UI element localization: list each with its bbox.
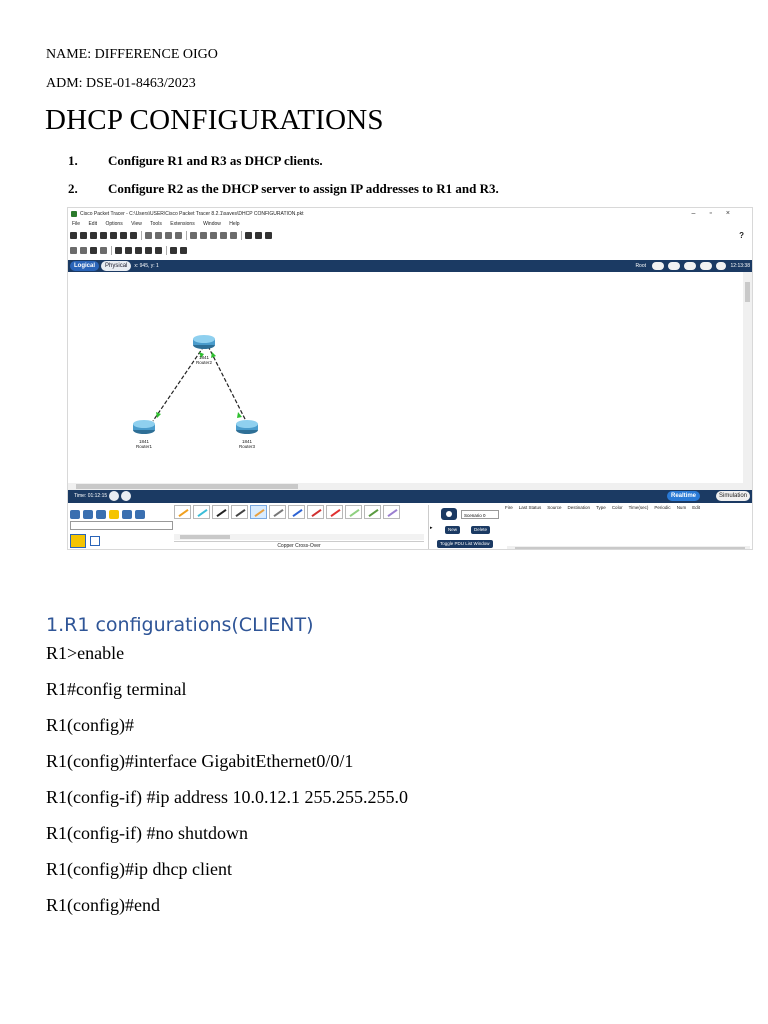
column-header: Num xyxy=(676,505,687,510)
rectangle-icon xyxy=(135,247,142,254)
simulation-mode: Simulation xyxy=(716,491,750,501)
drawing-palette-icon xyxy=(220,232,227,239)
topology-diagram xyxy=(68,272,744,483)
print-icon xyxy=(100,232,107,239)
main-toolbar xyxy=(70,230,750,242)
task-item xyxy=(68,181,499,197)
column-header: Time(sec) xyxy=(628,505,649,510)
phone-cable-icon xyxy=(288,505,305,519)
command-line: R1>enable xyxy=(46,643,125,663)
device-search-field xyxy=(70,521,173,530)
student-name: NAME: DIFFERENCE OIGO xyxy=(46,47,218,62)
undo-icon xyxy=(165,232,172,239)
task-text: Configure R1 and R3 as DHCP clients. xyxy=(108,153,323,168)
physical-tab: Physical xyxy=(101,261,131,271)
zoom-in-icon xyxy=(190,232,197,239)
pdu-icon xyxy=(255,232,262,239)
column-header: Destination xyxy=(567,505,591,510)
router-icon xyxy=(193,335,215,349)
router-name: Router2 xyxy=(195,360,212,365)
common-tools-bar xyxy=(70,245,750,257)
save-icon xyxy=(90,232,97,239)
router1-label xyxy=(132,439,156,449)
note-icon xyxy=(115,247,122,254)
command-line: R1#config terminal xyxy=(46,679,187,699)
redo-icon xyxy=(175,232,182,239)
scenario-panel xyxy=(428,505,505,550)
task-number: 1. xyxy=(68,153,78,168)
router-icon xyxy=(236,420,258,434)
menu-extensions: Extensions xyxy=(170,221,195,227)
octal-cable-icon xyxy=(364,505,381,519)
column-header: Fire xyxy=(505,505,513,510)
grid-icon xyxy=(90,536,100,546)
zoom-reset-icon xyxy=(200,232,207,239)
router3-label xyxy=(235,439,259,449)
ellipse-icon xyxy=(145,247,152,254)
admission-number: ADM: DSE-01-8463/2023 xyxy=(46,76,196,91)
move-object-icon xyxy=(684,262,696,270)
time-display: Time: 01:12:15 xyxy=(74,493,108,499)
cluster-icon xyxy=(668,262,680,270)
connections-selected-icon xyxy=(70,534,86,548)
auto-connection-icon xyxy=(174,505,191,519)
packet-tracer-screenshot xyxy=(67,207,753,550)
expand-arrow-icon: ▸ xyxy=(430,525,433,531)
cursor-coordinates: x: 945, y: 1 xyxy=(134,263,159,269)
document-title: DHCP CONFIGURATIONS xyxy=(45,104,384,136)
copy-icon xyxy=(145,232,152,239)
packet-tracer-icon xyxy=(71,211,77,217)
column-header: Last Status xyxy=(518,505,542,510)
toggle-pdu-list-button: Toggle PDU List Window xyxy=(437,540,493,548)
router-model: 1841 xyxy=(241,439,252,444)
task-item xyxy=(68,153,323,169)
inspect-icon xyxy=(80,247,87,254)
task-number: 2. xyxy=(68,181,78,196)
command-line: R1(config-if) #no shutdown xyxy=(46,823,248,843)
freeform-icon xyxy=(155,247,162,254)
paste-icon xyxy=(155,232,162,239)
new-file-icon xyxy=(70,232,77,239)
column-header: Edit xyxy=(692,505,700,510)
info-icon xyxy=(441,508,457,520)
command-line: R1(config-if) #ip address 10.0.12.1 255.255.255.0 xyxy=(46,787,408,807)
device-panel xyxy=(68,503,752,550)
viewport-toggle-icon xyxy=(716,262,726,270)
iot-custom-cable-icon xyxy=(383,505,400,519)
components-icon xyxy=(96,510,106,519)
logical-tab: Logical xyxy=(70,261,99,271)
cable-scrollbar xyxy=(174,534,424,540)
cross-over-cable-icon xyxy=(231,505,248,519)
serial-dce-icon xyxy=(326,505,343,519)
custom-devices-dialog-icon xyxy=(230,232,237,239)
router-model: 1841 xyxy=(138,439,149,444)
selected-cable-name: Copper Cross-Over xyxy=(174,541,424,550)
menu-file: File xyxy=(72,221,81,227)
scenario-select: Scenario 0 xyxy=(461,510,499,519)
router2-label xyxy=(194,355,214,365)
viewport-icon xyxy=(245,232,252,239)
serial-dte-icon xyxy=(345,505,362,519)
window-titlebar xyxy=(68,208,752,220)
custom-device-icon xyxy=(130,232,137,239)
root-label: Root xyxy=(635,263,646,269)
help-icon: ? xyxy=(739,231,744,240)
network-icon xyxy=(265,232,272,239)
command-line: R1(config)#ip dhcp client xyxy=(46,859,232,879)
delete-icon xyxy=(90,247,97,254)
command-line: R1(config)#end xyxy=(46,895,160,915)
command-line: R1(config)#interface GigabitEthernet0/0/1 xyxy=(46,751,354,771)
resize-icon xyxy=(100,247,107,254)
fiber-cable-icon xyxy=(269,505,286,519)
vertical-scrollbar xyxy=(743,272,752,483)
horizontal-scrollbar xyxy=(68,483,753,490)
menu-window: Window xyxy=(203,221,221,227)
multiuser-icon xyxy=(135,510,145,519)
straight-through-cable-icon xyxy=(212,505,229,519)
set-background-icon xyxy=(700,262,712,270)
pdu-list xyxy=(505,505,753,550)
task-text: Configure R2 as the DHCP server to assign IP addresses to R1 and R3. xyxy=(108,181,499,196)
router-name: Router3 xyxy=(238,444,255,449)
menu-view: View xyxy=(131,221,142,227)
add-simple-pdu-icon xyxy=(170,247,177,254)
delete-scenario-button: Delete xyxy=(471,526,490,534)
menu-edit: Edit xyxy=(88,221,98,227)
command-line: R1(config)# xyxy=(46,715,134,735)
menu-help: Help xyxy=(229,221,240,227)
column-header: Source xyxy=(547,505,562,510)
activity-wizard-icon xyxy=(110,232,117,239)
time-bar xyxy=(68,490,752,503)
open-file-icon xyxy=(80,232,87,239)
line-icon xyxy=(125,247,132,254)
router-model: 1841 xyxy=(198,355,209,360)
end-devices-icon xyxy=(83,510,93,519)
workspace-bar xyxy=(68,260,752,272)
zoom-out-icon xyxy=(210,232,217,239)
section-heading: 1.R1 configurations(CLIENT) xyxy=(46,614,314,636)
realtime-mode: Realtime xyxy=(667,491,700,501)
network-devices-icon xyxy=(70,510,80,519)
cable-types xyxy=(174,505,424,522)
menu-options: Options xyxy=(105,221,123,227)
power-cycle-icon xyxy=(109,491,119,501)
back-icon xyxy=(652,262,664,270)
new-scenario-button: New xyxy=(445,526,460,534)
column-header: Type xyxy=(596,505,606,510)
coaxial-cable-icon xyxy=(307,505,324,519)
window-controls: –▫× xyxy=(691,210,744,217)
menu-bar xyxy=(72,220,247,229)
add-complex-pdu-icon xyxy=(180,247,187,254)
logical-workspace xyxy=(68,272,744,483)
window-title: Cisco Packet Tracer - C:\Users\USER\Cisco Packet Tracer 8.2.1\saves\DHCP CONFIGURATION.pkt xyxy=(80,211,304,217)
router-icon xyxy=(133,420,155,434)
fast-forward-icon xyxy=(121,491,131,501)
pdu-list-header xyxy=(505,505,753,510)
network-info-icon xyxy=(120,232,127,239)
column-header: Periodic xyxy=(654,505,671,510)
clock: 12:13:38 xyxy=(730,263,750,269)
column-header: Color xyxy=(611,505,623,510)
pdu-scrollbar xyxy=(507,546,750,550)
select-icon xyxy=(70,247,77,254)
copper-cross-over-icon xyxy=(250,505,267,519)
misc-icon xyxy=(122,510,132,519)
router-name: Router1 xyxy=(135,444,152,449)
console-cable-icon xyxy=(193,505,210,519)
menu-tools: Tools xyxy=(150,221,162,227)
connections-icon xyxy=(109,510,119,519)
device-categories xyxy=(68,506,173,520)
